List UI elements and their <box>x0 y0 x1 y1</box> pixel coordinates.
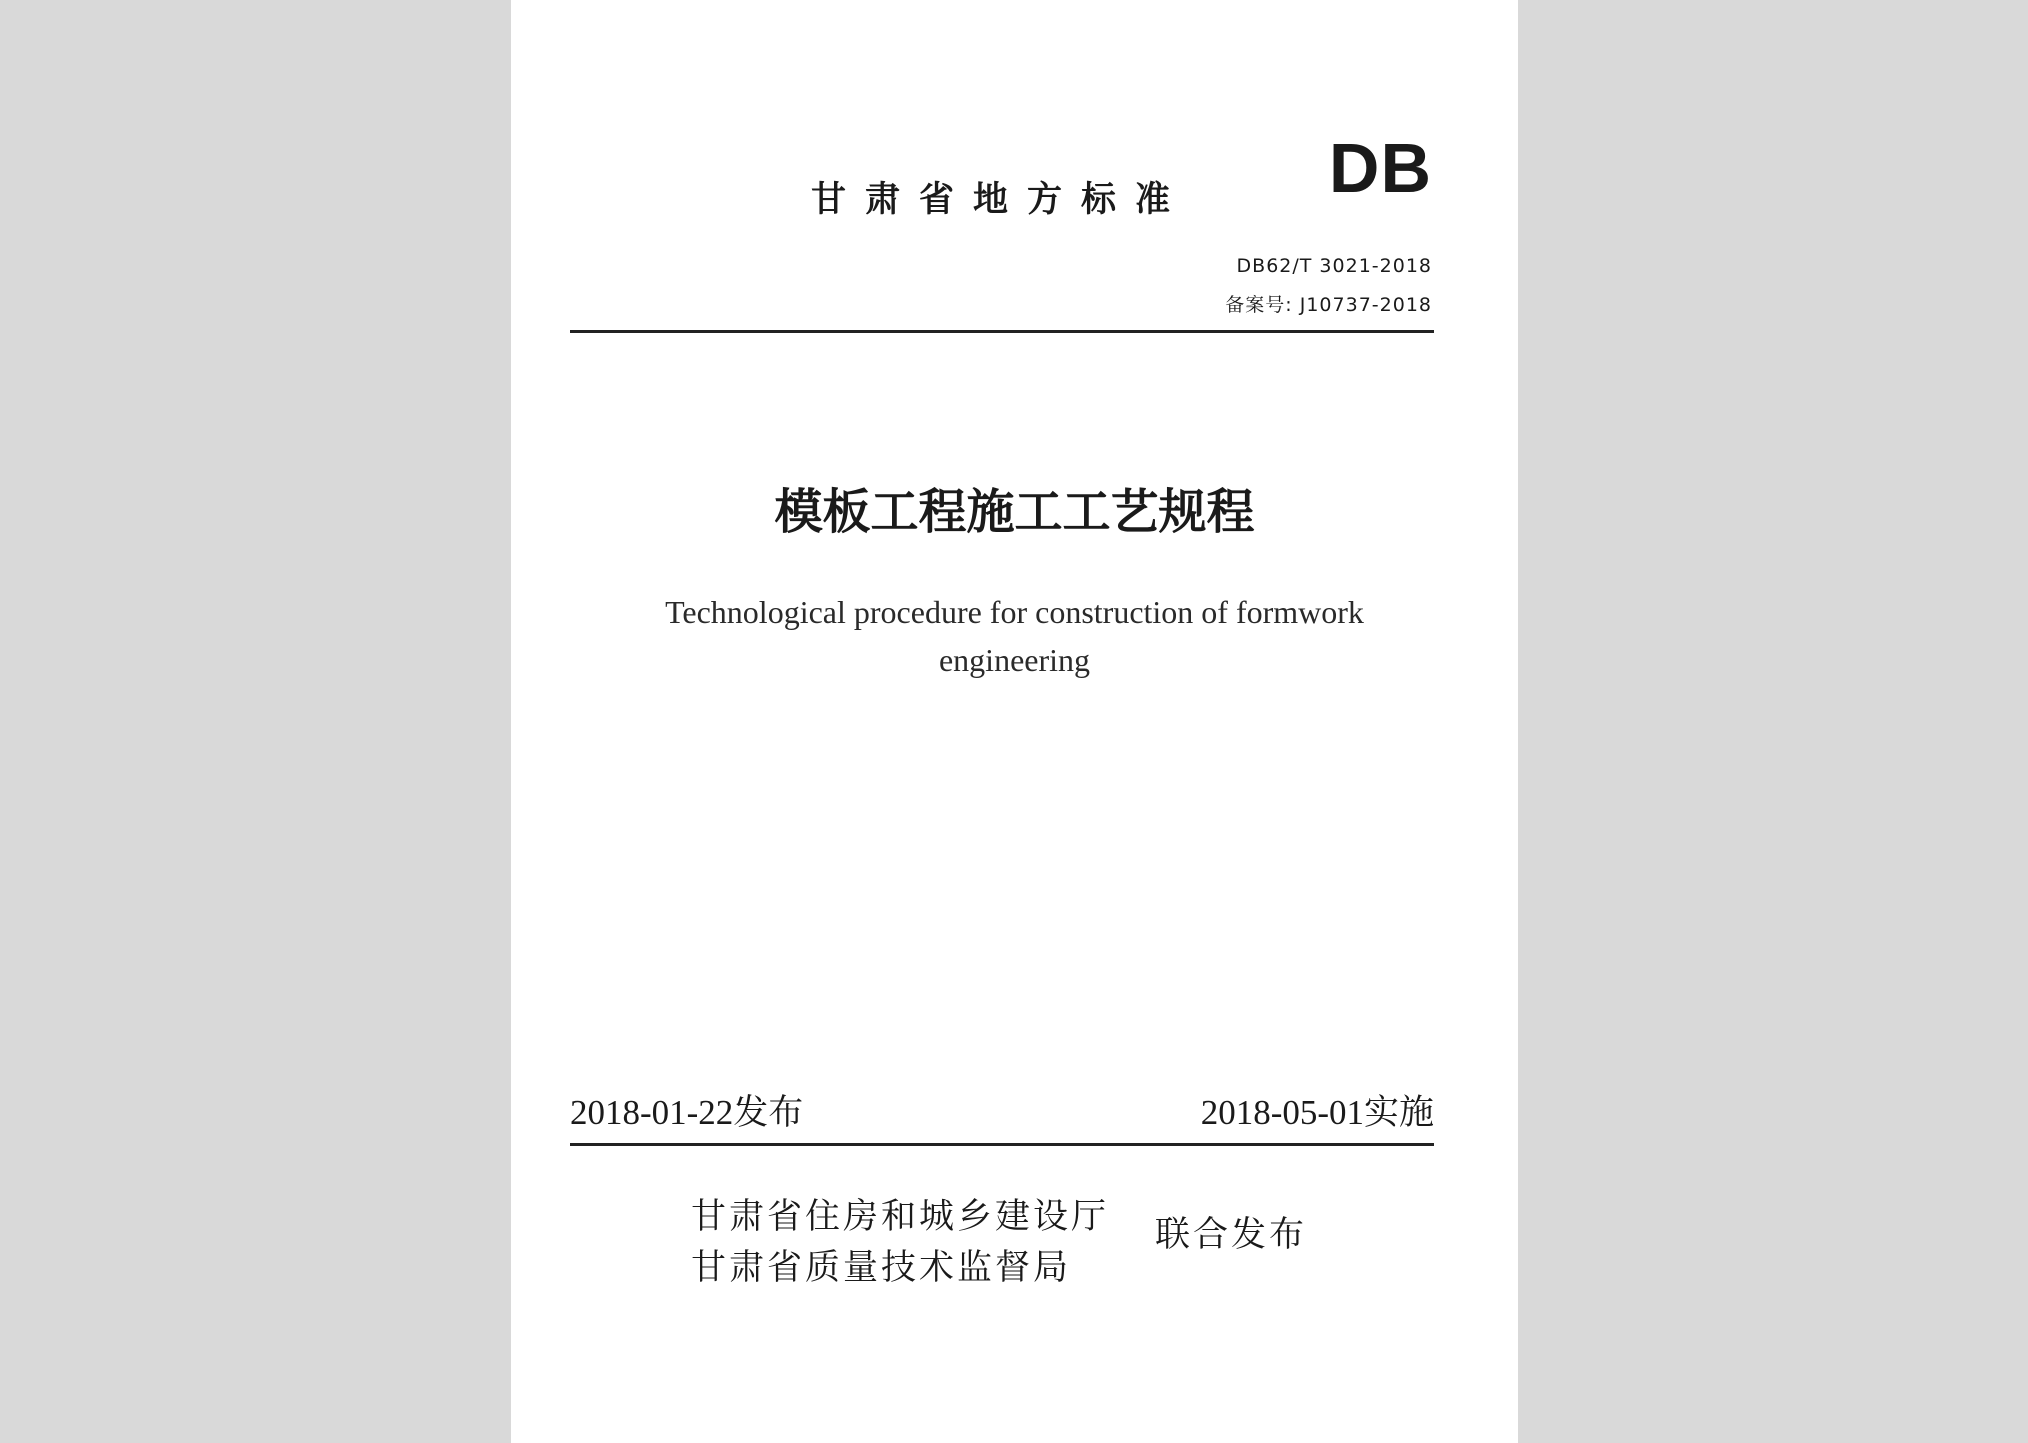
english-title-line-1: Technological procedure for construction of formwork <box>665 594 1364 630</box>
record-number: 备案号: J10737-2018 <box>1225 294 1432 316</box>
db-logo: DB <box>1328 129 1432 207</box>
issuer-line-2: 甘肃省质量技术监督局 <box>691 1248 1072 1288</box>
chinese-title: 模板工程施工工艺规程 <box>774 484 1255 540</box>
english-title-line-2: engineering <box>938 642 1091 678</box>
document-cover-page <box>511 0 1518 1443</box>
standard-code: DB62/T 3021-2018 <box>1236 255 1432 277</box>
top-divider <box>570 330 1434 333</box>
implementation-date: 2018-05-01实施 <box>1200 1093 1434 1132</box>
english-title <box>591 588 1438 684</box>
issuing-authorities <box>691 1192 1109 1294</box>
joint-release-label: 联合发布 <box>1155 1215 1308 1255</box>
bottom-divider <box>570 1143 1434 1146</box>
standard-type-heading: 甘肃省地方标准 <box>810 180 1189 220</box>
issuer-line-1: 甘肃省住房和城乡建设厅 <box>691 1197 1110 1237</box>
release-date: 2018-01-22发布 <box>570 1093 804 1132</box>
